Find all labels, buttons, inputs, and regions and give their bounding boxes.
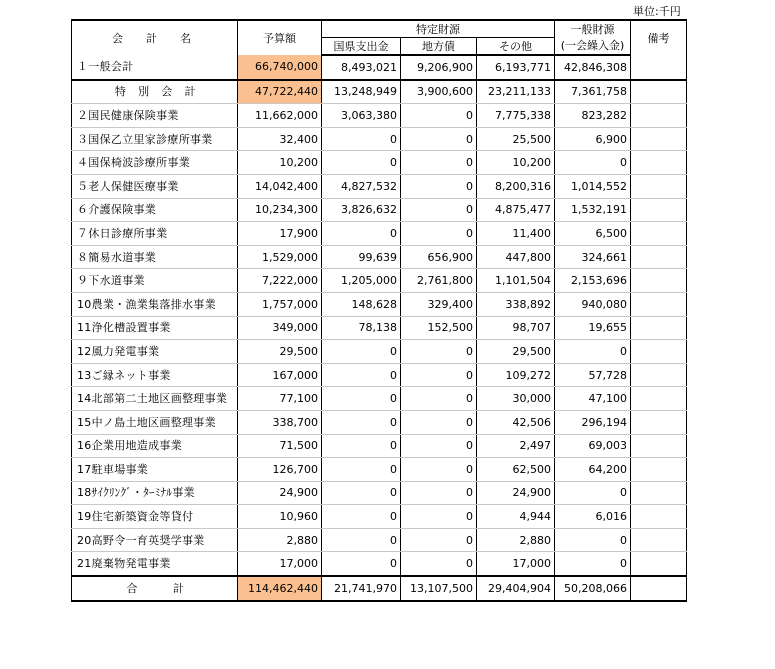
national-prefectural-cell: 0 xyxy=(322,340,401,364)
national-prefectural-cell: 0 xyxy=(322,481,401,505)
remarks-cell xyxy=(631,151,687,175)
national-prefectural-cell: 0 xyxy=(322,505,401,529)
national-prefectural-cell: 0 xyxy=(322,552,401,576)
header-general-funds-sub: (一会繰入金) xyxy=(555,38,631,56)
other-cell: 447,800 xyxy=(477,245,555,269)
budget-cell: 47,722,440 xyxy=(238,80,322,104)
header-specific-funds: 特定財源 xyxy=(322,20,555,38)
table-row xyxy=(72,434,687,458)
national-prefectural-cell: 8,493,021 xyxy=(322,55,401,80)
national-prefectural-cell: 0 xyxy=(322,434,401,458)
national-prefectural-cell: 13,248,949 xyxy=(322,80,401,104)
remarks-cell xyxy=(631,269,687,293)
general-funds-cell: 0 xyxy=(555,151,631,175)
budget-cell: 10,960 xyxy=(238,505,322,529)
remarks-cell xyxy=(631,434,687,458)
budget-cell: 77,100 xyxy=(238,387,322,411)
account-name-cell: 11浄化槽設置事業 xyxy=(72,316,238,340)
national-prefectural-cell: 0 xyxy=(322,151,401,175)
other-cell: 42,506 xyxy=(477,410,555,434)
account-name-cell: １一般会計 xyxy=(72,55,238,80)
remarks-cell xyxy=(631,222,687,246)
account-name-cell: ５老人保健医療事業 xyxy=(72,174,238,198)
budget-cell: 11,662,000 xyxy=(238,104,322,128)
budget-cell: 17,900 xyxy=(238,222,322,246)
account-name-cell: ６介護保険事業 xyxy=(72,198,238,222)
general-funds-cell: 0 xyxy=(555,481,631,505)
local-bonds-cell: 0 xyxy=(401,552,477,576)
table-row xyxy=(72,410,687,434)
account-name-cell: 特 別 会 計 xyxy=(72,80,238,104)
budget-cell: 10,234,300 xyxy=(238,198,322,222)
other-cell: 10,200 xyxy=(477,151,555,175)
local-bonds-cell: 0 xyxy=(401,434,477,458)
national-prefectural-cell: 0 xyxy=(322,410,401,434)
remarks-cell xyxy=(631,198,687,222)
account-name-cell: 14北部第二土地区画整理事業 xyxy=(72,387,238,411)
table-row xyxy=(72,198,687,222)
other-cell: 2,880 xyxy=(477,528,555,552)
account-name-cell: 13ご縁ネット事業 xyxy=(72,363,238,387)
account-name-cell: ２国民健康保険事業 xyxy=(72,104,238,128)
account-name-cell: ７休日診療所事業 xyxy=(72,222,238,246)
account-name-cell: 18ｻｲｸﾘﾝｸﾞ・ﾀｰﾐﾅﾙ事業 xyxy=(72,481,238,505)
other-cell: 30,000 xyxy=(477,387,555,411)
header-general-funds: 一般財源 xyxy=(555,20,631,38)
budget-cell: 167,000 xyxy=(238,363,322,387)
budget-cell: 17,000 xyxy=(238,552,322,576)
local-bonds-cell: 0 xyxy=(401,528,477,552)
account-name-cell: 19住宅新築資金等貸付 xyxy=(72,505,238,529)
table-row xyxy=(72,269,687,293)
remarks-cell xyxy=(631,245,687,269)
account-name-cell: 17駐車場事業 xyxy=(72,458,238,482)
remarks-cell xyxy=(631,505,687,529)
table-row xyxy=(72,245,687,269)
table-row xyxy=(72,552,687,576)
budget-cell: 10,200 xyxy=(238,151,322,175)
budget-cell: 24,900 xyxy=(238,481,322,505)
general-funds-cell: 324,661 xyxy=(555,245,631,269)
header-row-top xyxy=(72,20,687,38)
remarks-cell xyxy=(631,458,687,482)
national-prefectural-cell: 0 xyxy=(322,387,401,411)
other-cell: 25,500 xyxy=(477,127,555,151)
local-bonds-cell: 0 xyxy=(401,505,477,529)
remarks-cell xyxy=(631,387,687,411)
budget-cell: 1,757,000 xyxy=(238,292,322,316)
header-national-prefectural: 国県支出金 xyxy=(322,38,401,56)
budget-cell: 32,400 xyxy=(238,127,322,151)
table-row xyxy=(72,481,687,505)
header-account-name: 会 計 名 xyxy=(72,20,238,55)
budget-cell: 1,529,000 xyxy=(238,245,322,269)
remarks-cell xyxy=(631,363,687,387)
table-row xyxy=(72,174,687,198)
unit-label: 単位:千円 xyxy=(633,5,681,18)
account-name-cell: ９下水道事業 xyxy=(72,269,238,293)
header-local-bonds: 地方債 xyxy=(401,38,477,56)
remarks-cell xyxy=(631,80,687,104)
general-funds-cell: 69,003 xyxy=(555,434,631,458)
general-funds-cell: 940,080 xyxy=(555,292,631,316)
national-prefectural-cell: 0 xyxy=(322,222,401,246)
other-cell: 17,000 xyxy=(477,552,555,576)
account-name-cell: 16企業用地造成事業 xyxy=(72,434,238,458)
general-funds-cell: 64,200 xyxy=(555,458,631,482)
table-row xyxy=(72,387,687,411)
national-prefectural-cell: 0 xyxy=(322,528,401,552)
other-cell: 1,101,504 xyxy=(477,269,555,293)
national-prefectural-cell: 148,628 xyxy=(322,292,401,316)
general-funds-cell: 1,014,552 xyxy=(555,174,631,198)
local-bonds-cell: 2,761,800 xyxy=(401,269,477,293)
other-cell: 338,892 xyxy=(477,292,555,316)
general-funds-cell: 6,900 xyxy=(555,127,631,151)
remarks-cell xyxy=(631,481,687,505)
table-row xyxy=(72,363,687,387)
national-prefectural-cell: 3,826,632 xyxy=(322,198,401,222)
table-row xyxy=(72,80,687,104)
general-funds-cell: 2,153,696 xyxy=(555,269,631,293)
general-funds-cell: 296,194 xyxy=(555,410,631,434)
table-row xyxy=(72,316,687,340)
national-prefectural-cell: 3,063,380 xyxy=(322,104,401,128)
other-cell: 23,211,133 xyxy=(477,80,555,104)
table-row xyxy=(72,104,687,128)
other-cell: 11,400 xyxy=(477,222,555,246)
local-bonds-cell: 3,900,600 xyxy=(401,80,477,104)
header-budget: 予算額 xyxy=(238,20,322,55)
remarks-cell xyxy=(631,292,687,316)
general-funds-cell: 0 xyxy=(555,552,631,576)
general-funds-cell: 6,500 xyxy=(555,222,631,246)
account-name-cell: 15中ノ島土地区画整理事業 xyxy=(72,410,238,434)
remarks-cell xyxy=(631,552,687,576)
local-bonds-cell: 656,900 xyxy=(401,245,477,269)
general-funds-cell: 19,655 xyxy=(555,316,631,340)
local-bonds-cell: 152,500 xyxy=(401,316,477,340)
other-cell: 62,500 xyxy=(477,458,555,482)
other-cell: 4,944 xyxy=(477,505,555,529)
remarks-cell xyxy=(631,316,687,340)
budget-cell: 29,500 xyxy=(238,340,322,364)
general-funds-cell: 50,208,066 xyxy=(555,576,631,601)
national-prefectural-cell: 0 xyxy=(322,363,401,387)
account-name-cell: ８簡易水道事業 xyxy=(72,245,238,269)
other-cell: 109,272 xyxy=(477,363,555,387)
other-cell: 29,500 xyxy=(477,340,555,364)
general-funds-cell: 47,100 xyxy=(555,387,631,411)
other-cell: 2,497 xyxy=(477,434,555,458)
remarks-cell xyxy=(631,410,687,434)
general-funds-cell: 42,846,308 xyxy=(555,55,631,80)
budget-cell: 126,700 xyxy=(238,458,322,482)
local-bonds-cell: 0 xyxy=(401,363,477,387)
local-bonds-cell: 0 xyxy=(401,340,477,364)
account-name-cell: ３国保乙立里家診療所事業 xyxy=(72,127,238,151)
table-row xyxy=(72,55,687,80)
local-bonds-cell: 0 xyxy=(401,104,477,128)
budget-cell: 71,500 xyxy=(238,434,322,458)
local-bonds-cell: 0 xyxy=(401,198,477,222)
table-row xyxy=(72,127,687,151)
remarks-cell xyxy=(631,174,687,198)
national-prefectural-cell: 78,138 xyxy=(322,316,401,340)
remarks-cell xyxy=(631,576,687,601)
local-bonds-cell: 0 xyxy=(401,458,477,482)
national-prefectural-cell: 1,205,000 xyxy=(322,269,401,293)
account-name-cell: 20高野令一育英奨学事業 xyxy=(72,528,238,552)
general-funds-cell: 0 xyxy=(555,528,631,552)
other-cell: 29,404,904 xyxy=(477,576,555,601)
general-funds-cell: 7,361,758 xyxy=(555,80,631,104)
national-prefectural-cell: 0 xyxy=(322,127,401,151)
budget-cell: 338,700 xyxy=(238,410,322,434)
local-bonds-cell: 0 xyxy=(401,174,477,198)
table-row xyxy=(72,151,687,175)
budget-cell: 2,880 xyxy=(238,528,322,552)
budget-cell: 14,042,400 xyxy=(238,174,322,198)
table-row xyxy=(72,292,687,316)
general-funds-cell: 57,728 xyxy=(555,363,631,387)
national-prefectural-cell: 0 xyxy=(322,458,401,482)
national-prefectural-cell: 4,827,532 xyxy=(322,174,401,198)
local-bonds-cell: 9,206,900 xyxy=(401,55,477,80)
budget-cell: 66,740,000 xyxy=(238,55,322,80)
remarks-cell xyxy=(631,55,687,80)
account-name-cell: 合 計 xyxy=(72,576,238,601)
local-bonds-cell: 0 xyxy=(401,387,477,411)
budget-cell: 349,000 xyxy=(238,316,322,340)
remarks-cell xyxy=(631,340,687,364)
local-bonds-cell: 0 xyxy=(401,481,477,505)
table-row xyxy=(72,505,687,529)
remarks-cell xyxy=(631,104,687,128)
other-cell: 8,200,316 xyxy=(477,174,555,198)
local-bonds-cell: 0 xyxy=(401,151,477,175)
general-funds-cell: 823,282 xyxy=(555,104,631,128)
national-prefectural-cell: 21,741,970 xyxy=(322,576,401,601)
table-row xyxy=(72,528,687,552)
account-name-cell: ４国保椅波診療所事業 xyxy=(72,151,238,175)
remarks-cell xyxy=(631,127,687,151)
local-bonds-cell: 0 xyxy=(401,410,477,434)
other-cell: 98,707 xyxy=(477,316,555,340)
local-bonds-cell: 0 xyxy=(401,127,477,151)
budget-cell: 7,222,000 xyxy=(238,269,322,293)
remarks-cell xyxy=(631,528,687,552)
local-bonds-cell: 329,400 xyxy=(401,292,477,316)
account-name-cell: 12風力発電事業 xyxy=(72,340,238,364)
budget-table xyxy=(71,19,687,602)
other-cell: 24,900 xyxy=(477,481,555,505)
header-other: その他 xyxy=(477,38,555,56)
local-bonds-cell: 0 xyxy=(401,222,477,246)
table-row xyxy=(72,222,687,246)
other-cell: 4,875,477 xyxy=(477,198,555,222)
table-row xyxy=(72,576,687,601)
account-name-cell: 10農業・漁業集落排水事業 xyxy=(72,292,238,316)
general-funds-cell: 0 xyxy=(555,340,631,364)
table-row xyxy=(72,340,687,364)
account-name-cell: 21廃棄物発電事業 xyxy=(72,552,238,576)
table-row xyxy=(72,458,687,482)
general-funds-cell: 1,532,191 xyxy=(555,198,631,222)
local-bonds-cell: 13,107,500 xyxy=(401,576,477,601)
other-cell: 6,193,771 xyxy=(477,55,555,80)
header-remarks: 備考 xyxy=(631,20,687,55)
budget-cell: 114,462,440 xyxy=(238,576,322,601)
general-funds-cell: 6,016 xyxy=(555,505,631,529)
other-cell: 7,775,338 xyxy=(477,104,555,128)
national-prefectural-cell: 99,639 xyxy=(322,245,401,269)
